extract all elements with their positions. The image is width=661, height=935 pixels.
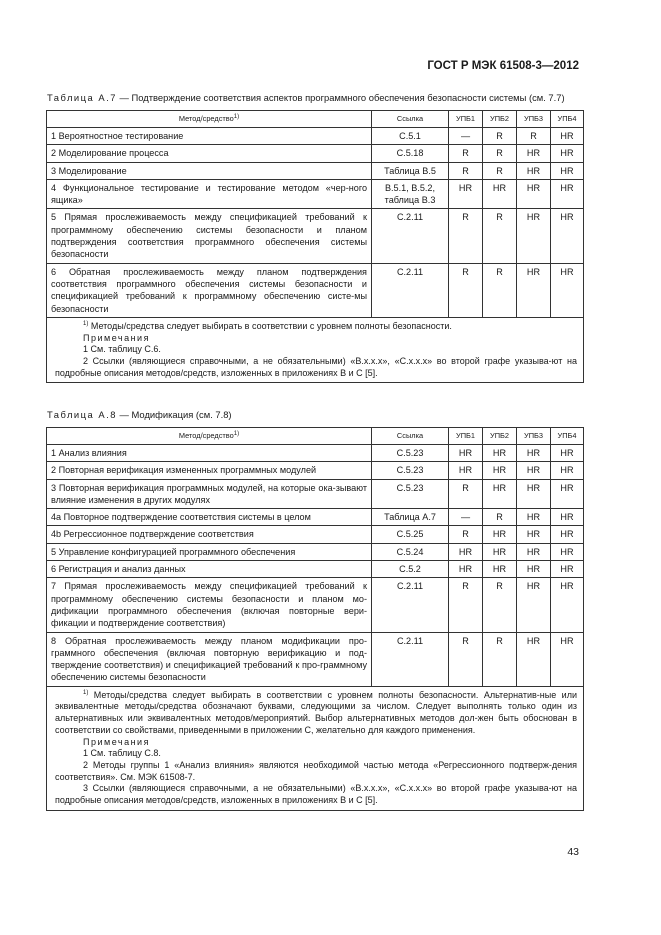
method-cell: 5 Управление конфигурацией программного обеспечения <box>47 543 372 560</box>
sil4-cell: HR <box>551 526 584 543</box>
sil4-cell: HR <box>551 128 584 145</box>
sil1-cell: — <box>449 128 483 145</box>
notes-heading: Примечания <box>83 332 150 343</box>
sil4-cell: HR <box>551 462 584 479</box>
method-cell: 6 Обратная прослеживаемость между планом подтверждения соответствия программного обеспечения системы безопасности и спецификацией требований к программному обеспечению систе-мы безопасности <box>47 263 372 317</box>
sil1-cell: R <box>449 578 483 632</box>
ref-cell: С.2.11 <box>372 578 449 632</box>
notes-heading: Примечания <box>83 736 150 747</box>
method-cell: 4b Регрессионное подтверждение соответствия <box>47 526 372 543</box>
sil1-cell: R <box>449 145 483 162</box>
sil4-cell: HR <box>551 479 584 509</box>
table-row <box>47 179 584 209</box>
sil3-cell: HR <box>517 578 551 632</box>
sil4-cell: HR <box>551 145 584 162</box>
sil4-cell: HR <box>551 561 584 578</box>
sil1-cell: HR <box>449 179 483 209</box>
note-item: 3 Ссылки (являющиеся справочными, а не обязательными) «В.х.х.х», «С.х.х.х» во второй графе указыва-ют на подробные описания методов/средств, изложенных в приложениях В и С [5]. <box>55 783 577 806</box>
method-cell: 3 Повторная верификация программных модулей, на которые ока-зывают влияние изменения в других модулях <box>47 479 372 509</box>
col-sil3: УПБ3 <box>517 428 551 445</box>
table-row <box>47 145 584 162</box>
method-cell: 3 Моделирование <box>47 162 372 179</box>
col-sil1: УПБ1 <box>449 111 483 128</box>
table-header-row <box>47 428 584 445</box>
sil2-cell: R <box>483 632 517 686</box>
note-item: 2 Ссылки (являющиеся справочными, а не обязательными) «В.х.х.х», «С.х.х.х» во второй графе указыва-ют на подробные описания методов/средств, изложенных в приложениях В и С [5]. <box>55 355 577 378</box>
method-cell: 1 Анализ влияния <box>47 445 372 462</box>
ref-cell: С.5.18 <box>372 145 449 162</box>
table-a7 <box>46 110 584 383</box>
ref-cell: С.2.11 <box>372 263 449 317</box>
sil4-cell: HR <box>551 578 584 632</box>
sil1-cell: R <box>449 526 483 543</box>
sil2-cell: R <box>483 128 517 145</box>
col-sil1: УПБ1 <box>449 428 483 445</box>
sil1-cell: R <box>449 162 483 179</box>
table-a8-notes <box>47 686 584 810</box>
sil1-cell: R <box>449 479 483 509</box>
ref-cell: С.5.23 <box>372 445 449 462</box>
sil2-cell: HR <box>483 561 517 578</box>
sil2-cell: HR <box>483 462 517 479</box>
ref-cell: С.5.25 <box>372 526 449 543</box>
method-cell: 4а Повторное подтверждение соответствия системы в целом <box>47 509 372 526</box>
ref-cell: С.2.11 <box>372 632 449 686</box>
sil1-cell: R <box>449 632 483 686</box>
ref-cell: С.5.1 <box>372 128 449 145</box>
table-row <box>47 462 584 479</box>
note-item: 1 См. таблицу С.8. <box>83 748 161 759</box>
sil4-cell: HR <box>551 179 584 209</box>
ref-cell: С.5.23 <box>372 462 449 479</box>
method-cell: 2 Моделирование процесса <box>47 145 372 162</box>
sil3-cell: HR <box>517 479 551 509</box>
table-row <box>47 543 584 560</box>
col-sil2: УПБ2 <box>483 111 517 128</box>
sil3-cell: HR <box>517 179 551 209</box>
ref-cell: С.5.23 <box>372 479 449 509</box>
sil3-cell: HR <box>517 145 551 162</box>
sil4-cell: HR <box>551 632 584 686</box>
col-method: Метод/средство$^{1)}$ <box>47 111 372 128</box>
method-cell: 4 Функциональное тестирование и тестирование методом «чер-ного ящика» <box>47 179 372 209</box>
table-row <box>47 632 584 686</box>
method-cell: 5 Прямая прослеживаемость между спецификацией требований к программному обеспечению системы безопасности и планом подтверждения соответствия программного обеспечения системы безопасности <box>47 209 372 263</box>
sil4-cell: HR <box>551 445 584 462</box>
sil1-cell: HR <box>449 445 483 462</box>
table-a7-notes <box>47 317 584 383</box>
sil3-cell: HR <box>517 526 551 543</box>
col-ref: Ссылка <box>372 111 449 128</box>
method-cell: 7 Прямая прослеживаемость между спецификацией требований к программному обеспечению системы безопасности и планом мо-дификации программного обеспечения (включая повторные вери-фикации и подтверждение соответствия) <box>47 578 372 632</box>
ref-cell: С.5.24 <box>372 543 449 560</box>
ref-cell: Таблица А.7 <box>372 509 449 526</box>
table-row <box>47 263 584 317</box>
page-number: 43 <box>567 846 579 858</box>
table-row <box>47 479 584 509</box>
ref-cell: Таблица В.5 <box>372 162 449 179</box>
col-ref: Ссылка <box>372 428 449 445</box>
sil4-cell: HR <box>551 209 584 263</box>
sil3-cell: HR <box>517 561 551 578</box>
table-a8-caption: Таблица А.8 — Модификация (см. 7.8) <box>47 409 232 420</box>
table-row <box>47 162 584 179</box>
sil3-cell: HR <box>517 445 551 462</box>
sil2-cell: R <box>483 263 517 317</box>
sil2-cell: R <box>483 162 517 179</box>
standard-header: ГОСТ Р МЭК 61508-3—2012 <box>427 60 579 72</box>
sil2-cell: HR <box>483 543 517 560</box>
table-row <box>47 561 584 578</box>
sil3-cell: HR <box>517 632 551 686</box>
table-row <box>47 128 584 145</box>
footnote: $^{1)}$ Методы/средства следует выбирать в соответствии с уровнем полноты безопасности. Альтернатив-ные или эквивалентные методы/средства обозначают буквами, следующими за числом. Следует выполнять только один из альтернативных или эквивалентных методов/мероприятий. Выбор альтернативных методов дол-жен быть обоснован в соответствии со свойствами, приведенными в приложении С, желательно для каждого применения. <box>55 689 577 735</box>
method-cell: 1 Вероятностное тестирование <box>47 128 372 145</box>
sil2-cell: HR <box>483 179 517 209</box>
sil3-cell: HR <box>517 263 551 317</box>
ref-cell: С.5.2 <box>372 561 449 578</box>
method-cell: 8 Обратная прослеживаемость между планом модификации про-граммного обеспечения (включая повторную верификацию и под-тверждение соответствия) и спецификацией требований к про-граммному обеспечению системы безопасности <box>47 632 372 686</box>
sil3-cell: R <box>517 128 551 145</box>
col-sil3: УПБ3 <box>517 111 551 128</box>
sil1-cell: R <box>449 263 483 317</box>
table-row <box>47 578 584 632</box>
table-notes-row <box>47 686 584 810</box>
note-item: 1 См. таблицу С.6. <box>83 344 161 355</box>
col-sil4: УПБ4 <box>551 111 584 128</box>
sil3-cell: HR <box>517 209 551 263</box>
col-method: Метод/средство$^{1)}$ <box>47 428 372 445</box>
sil3-cell: HR <box>517 543 551 560</box>
sil2-cell: HR <box>483 445 517 462</box>
col-sil4: УПБ4 <box>551 428 584 445</box>
method-cell: 2 Повторная верификация измененных программных модулей <box>47 462 372 479</box>
table-row <box>47 509 584 526</box>
table-a8 <box>46 427 584 811</box>
method-cell: 6 Регистрация и анализ данных <box>47 561 372 578</box>
sil1-cell: HR <box>449 561 483 578</box>
sil4-cell: HR <box>551 509 584 526</box>
ref-cell: С.2.11 <box>372 209 449 263</box>
sil2-cell: HR <box>483 526 517 543</box>
sil2-cell: R <box>483 145 517 162</box>
sil3-cell: HR <box>517 462 551 479</box>
sil2-cell: R <box>483 578 517 632</box>
table-notes-row <box>47 317 584 383</box>
note-item: 2 Методы группы 1 «Анализ влияния» являются необходимой частью метода «Регрессионного подтверж-дения соответствия». См. МЭК 61508-7. <box>55 759 577 782</box>
table-row <box>47 209 584 263</box>
table-a7-caption: Таблица А.7 — Подтверждение соответствия аспектов программного обеспечения безопасности системы (см. 7.7) <box>47 92 565 103</box>
sil2-cell: R <box>483 509 517 526</box>
sil1-cell: — <box>449 509 483 526</box>
col-sil2: УПБ2 <box>483 428 517 445</box>
sil4-cell: HR <box>551 543 584 560</box>
sil3-cell: HR <box>517 509 551 526</box>
ref-cell: В.5.1, В.5.2, таблица В.3 <box>372 179 449 209</box>
sil1-cell: HR <box>449 543 483 560</box>
sil4-cell: HR <box>551 162 584 179</box>
sil1-cell: HR <box>449 462 483 479</box>
sil2-cell: R <box>483 209 517 263</box>
sil1-cell: R <box>449 209 483 263</box>
sil4-cell: HR <box>551 263 584 317</box>
table-header-row <box>47 111 584 128</box>
table-row <box>47 445 584 462</box>
table-row <box>47 526 584 543</box>
sil2-cell: HR <box>483 479 517 509</box>
sil3-cell: HR <box>517 162 551 179</box>
footnote: $^{1)}$ Методы/средства следует выбирать в соответствии с уровнем полноты безопасности. <box>83 320 452 331</box>
